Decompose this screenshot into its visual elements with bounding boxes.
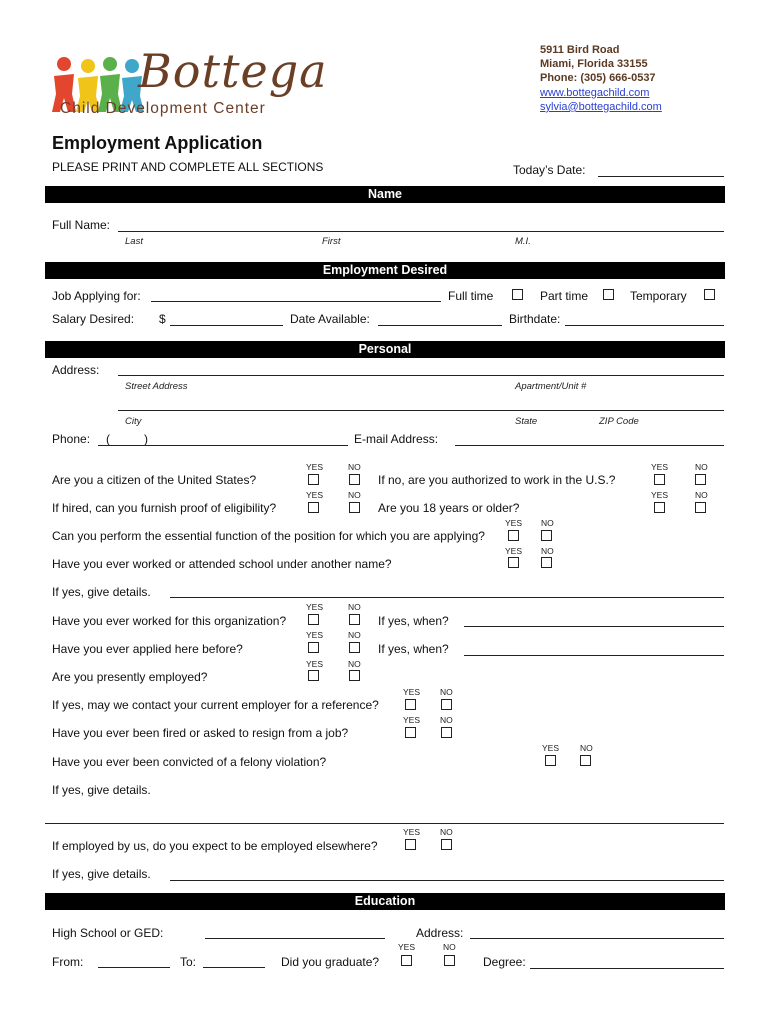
section-bar-education: Education xyxy=(45,893,725,910)
zip-hint: ZIP Code xyxy=(599,416,639,427)
date-available-label: Date Available: xyxy=(290,312,370,326)
contact-question: If yes, may we contact your current employer for a reference? xyxy=(52,698,379,712)
applied-yes-checkbox[interactable] xyxy=(308,642,319,653)
authorized-yes-checkbox[interactable] xyxy=(654,474,665,485)
age-no-checkbox[interactable] xyxy=(695,502,706,513)
no-label: NO xyxy=(440,827,453,837)
full-time-checkbox[interactable] xyxy=(512,289,523,300)
other-name-details-label: If yes, give details. xyxy=(52,585,151,599)
page-title: Employment Application xyxy=(52,133,263,153)
elsewhere-yes-checkbox[interactable] xyxy=(405,839,416,850)
employed-question: Are you presently employed? xyxy=(52,670,208,684)
other-name-details-field[interactable] xyxy=(170,597,724,598)
city-hint: City xyxy=(125,416,142,427)
employed-no-checkbox[interactable] xyxy=(349,670,360,681)
instructions: PLEASE PRINT AND COMPLETE ALL SECTIONS xyxy=(52,160,324,174)
no-label: NO xyxy=(348,602,361,612)
yes-label: YES xyxy=(542,743,560,753)
high-school-field[interactable] xyxy=(205,938,385,939)
no-label: NO xyxy=(695,462,708,472)
website-link[interactable]: www.bottegachild.com xyxy=(540,86,650,99)
email-link[interactable]: sylvia@bottegachild.com xyxy=(540,100,662,113)
job-field[interactable] xyxy=(151,301,441,302)
proof-yes-checkbox[interactable] xyxy=(308,502,319,513)
school-address-field[interactable] xyxy=(470,938,724,939)
contact-no-checkbox[interactable] xyxy=(441,699,452,710)
salary-label: Salary Desired: xyxy=(52,312,135,326)
yes-label: YES xyxy=(505,518,523,528)
applied-question: Have you ever applied here before? xyxy=(52,642,243,656)
full-name-field[interactable] xyxy=(118,231,724,232)
section-bar-employment: Employment Desired xyxy=(45,262,725,279)
degree-field[interactable] xyxy=(530,968,724,969)
no-label: NO xyxy=(695,490,708,500)
yes-label: YES xyxy=(651,490,669,500)
worked-org-no-checkbox[interactable] xyxy=(349,614,360,625)
phone-label: Phone: xyxy=(52,432,91,446)
no-label: NO xyxy=(541,518,554,528)
authorized-question: If no, are you authorized to work in the U.S.? xyxy=(378,473,616,487)
first-name-hint: First xyxy=(322,236,341,247)
high-school-label: High School or GED: xyxy=(52,926,164,940)
worked-org-question: Have you ever worked for this organization? xyxy=(52,614,287,628)
street-address: 5911 Bird Road xyxy=(540,44,620,56)
date-available-field[interactable] xyxy=(378,325,502,326)
part-time-checkbox[interactable] xyxy=(603,289,614,300)
phone-paren-close: ) xyxy=(144,432,148,446)
email-field[interactable] xyxy=(455,445,724,446)
applied-when-label: If yes, when? xyxy=(378,642,449,656)
other-name-question: Have you ever worked or attended school under another name? xyxy=(52,557,392,571)
contact-phone: Phone: (305) 666-0537 xyxy=(540,72,656,85)
yes-label: YES xyxy=(403,687,421,697)
yes-label: YES xyxy=(505,546,523,556)
logo-subtitle: Child Development Center xyxy=(60,100,266,117)
from-field[interactable] xyxy=(98,967,170,968)
yes-label: YES xyxy=(398,942,416,952)
to-label: To: xyxy=(180,955,197,969)
essential-yes-checkbox[interactable] xyxy=(508,530,519,541)
no-label: NO xyxy=(440,715,453,725)
other-name-no-checkbox[interactable] xyxy=(541,557,552,568)
elsewhere-details-label: If yes, give details. xyxy=(52,867,151,881)
no-label: NO xyxy=(348,490,361,500)
section-bar-name: Name xyxy=(45,186,725,203)
part-time-label: Part time xyxy=(540,289,589,303)
yes-label: YES xyxy=(306,630,324,640)
yes-label: YES xyxy=(651,462,669,472)
no-label: NO xyxy=(580,743,593,753)
employed-yes-checkbox[interactable] xyxy=(308,670,319,681)
temporary-checkbox[interactable] xyxy=(704,289,715,300)
city-state-zip-field[interactable] xyxy=(118,410,724,411)
phone-field[interactable] xyxy=(98,445,348,446)
birthdate-label: Birthdate: xyxy=(509,312,561,326)
last-name-hint: Last xyxy=(125,236,143,247)
yes-label: YES xyxy=(403,827,421,837)
no-label: NO xyxy=(443,942,456,952)
fired-question: Have you ever been fired or asked to resign from a job? xyxy=(52,726,349,740)
graduate-no-checkbox[interactable] xyxy=(444,955,455,966)
yes-label: YES xyxy=(306,602,324,612)
street-address-hint: Street Address xyxy=(125,381,188,392)
essential-question: Can you perform the essential function of the position for which you are applying? xyxy=(52,529,485,543)
no-label: NO xyxy=(348,462,361,472)
worked-org-when-label: If yes, when? xyxy=(378,614,449,628)
worked-org-yes-checkbox[interactable] xyxy=(308,614,319,625)
proof-question: If hired, can you furnish proof of eligibility? xyxy=(52,501,277,515)
graduate-label: Did you graduate? xyxy=(281,955,380,969)
logo-text: Bottega xyxy=(138,44,328,98)
full-name-label: Full Name: xyxy=(52,218,111,232)
email-label: E-mail Address: xyxy=(354,432,439,446)
no-label: NO xyxy=(541,546,554,556)
felony-yes-checkbox[interactable] xyxy=(545,755,556,766)
section-bar-personal: Personal xyxy=(45,341,725,358)
no-label: NO xyxy=(348,630,361,640)
job-label: Job Applying for: xyxy=(52,289,141,303)
worked-org-when-field[interactable] xyxy=(464,626,724,627)
state-hint: State xyxy=(515,416,538,427)
elsewhere-no-checkbox[interactable] xyxy=(441,839,452,850)
city-address: Miami, Florida 33155 xyxy=(540,58,648,71)
proof-no-checkbox[interactable] xyxy=(349,502,360,513)
citizen-no-checkbox[interactable] xyxy=(349,474,360,485)
to-field[interactable] xyxy=(203,967,265,968)
fired-yes-checkbox[interactable] xyxy=(405,727,416,738)
dollar-sign: $ xyxy=(159,312,166,326)
no-label: NO xyxy=(348,659,361,669)
phone-paren-open: ( xyxy=(106,432,110,446)
citizen-yes-checkbox[interactable] xyxy=(308,474,319,485)
graduate-yes-checkbox[interactable] xyxy=(401,955,412,966)
apartment-hint: Apartment/Unit # xyxy=(515,381,587,392)
felony-details-field[interactable] xyxy=(45,823,724,824)
yes-label: YES xyxy=(306,462,324,472)
address-label: Address: xyxy=(52,363,100,377)
school-address-label: Address: xyxy=(416,926,464,940)
age-question: Are you 18 years or older? xyxy=(378,501,520,515)
todays-date-label: Today’s Date: xyxy=(513,163,586,177)
age-yes-checkbox[interactable] xyxy=(654,502,665,513)
temporary-label: Temporary xyxy=(630,289,687,303)
elsewhere-details-field[interactable] xyxy=(170,880,724,881)
middle-initial-hint: M.I. xyxy=(515,236,531,247)
degree-label: Degree: xyxy=(483,955,526,969)
fired-no-checkbox[interactable] xyxy=(441,727,452,738)
contact-block xyxy=(540,43,662,114)
elsewhere-question: If employed by us, do you expect to be employed elsewhere? xyxy=(52,839,378,853)
essential-no-checkbox[interactable] xyxy=(541,530,552,541)
todays-date-field[interactable] xyxy=(598,176,724,177)
felony-details-label: If yes, give details. xyxy=(52,783,151,797)
citizen-question: Are you a citizen of the United States? xyxy=(52,473,257,487)
felony-question: Have you ever been convicted of a felony violation? xyxy=(52,755,327,769)
applied-when-field[interactable] xyxy=(464,655,724,656)
applied-no-checkbox[interactable] xyxy=(349,642,360,653)
yes-label: YES xyxy=(306,659,324,669)
yes-label: YES xyxy=(306,490,324,500)
street-address-field[interactable] xyxy=(118,375,724,376)
contact-yes-checkbox[interactable] xyxy=(405,699,416,710)
no-label: NO xyxy=(440,687,453,697)
authorized-no-checkbox[interactable] xyxy=(695,474,706,485)
logo xyxy=(46,44,336,128)
felony-no-checkbox[interactable] xyxy=(580,755,591,766)
yes-label: YES xyxy=(403,715,421,725)
full-time-label: Full time xyxy=(448,289,494,303)
birthdate-field[interactable] xyxy=(565,325,724,326)
other-name-yes-checkbox[interactable] xyxy=(508,557,519,568)
from-label: From: xyxy=(52,955,84,969)
salary-field[interactable] xyxy=(170,325,283,326)
